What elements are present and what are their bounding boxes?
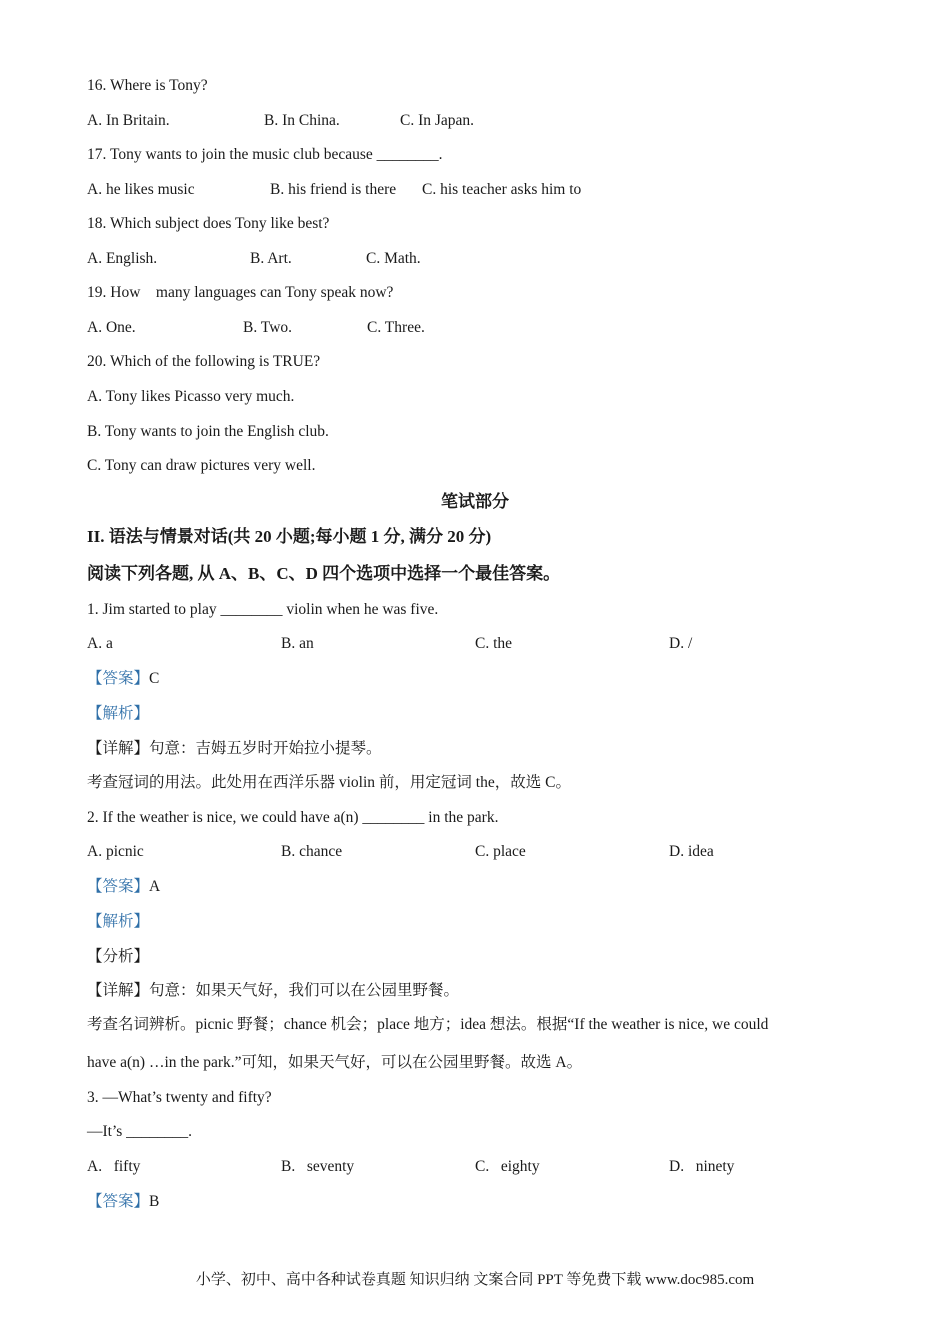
q17-option-b: B. his friend is there: [270, 181, 397, 198]
q18-option-c: C. Math.: [366, 250, 421, 267]
q2-explanation-line1: 考查名词辨析。picnic 野餐；chance 机会；place 地方；idea 想法。根据“If the weather is nice, we could: [87, 1016, 769, 1033]
q3-option-d: D. ninety: [669, 1158, 735, 1175]
section-instruction: 阅读下列各题, 从 A、B、C、D 四个选项中选择一个最佳答案。: [87, 564, 561, 583]
q2-option-d: D. idea: [669, 843, 714, 860]
section-heading: II. 语法与情景对话(共 20 小题;每小题 1 分, 满分 20 分): [87, 527, 492, 546]
q2-option-a: A. picnic: [87, 843, 144, 860]
q19-option-a: A. One.: [87, 319, 136, 336]
answer-label: 【答案】: [87, 670, 150, 687]
q3-option-a: A. fifty: [87, 1158, 141, 1175]
analysis-label: 【解析】: [87, 913, 150, 930]
q2-option-c: C. place: [475, 843, 526, 860]
q17-option-c: C. his teacher asks him to: [422, 181, 582, 198]
page-footer: 小学、初中、高中各种试卷真题 知识归纳 文案合同 PPT 等免费下载 www.doc985.com: [195, 1272, 755, 1288]
q3-option-b: B. seventy: [281, 1158, 355, 1175]
q1-explanation: 考查冠词的用法。此处用在西洋乐器 violin 前，用定冠词 the，故选 C。: [87, 774, 571, 791]
question-19-stem: 19. How many languages can Tony speak now?: [87, 284, 394, 301]
question-2-stem: 2. If the weather is nice, we could have a(n) ________ in the park.: [87, 809, 499, 826]
answer-value: B: [149, 1193, 160, 1210]
q1-option-b: B. an: [281, 635, 314, 652]
answer-value: A: [149, 878, 161, 895]
analysis-label: 【解析】: [87, 705, 150, 722]
detail-text: 句意：如果天气好，我们可以在公园里野餐。: [149, 982, 460, 999]
question-20-stem: 20. Which of the following is TRUE?: [87, 353, 321, 370]
q1-option-d: D. /: [669, 635, 693, 652]
q1-detail: [87, 739, 382, 759]
answer-value: C: [149, 670, 160, 687]
detail-label: 【详解】: [87, 740, 150, 757]
q2-answer: [87, 877, 160, 897]
q3-answer: [87, 1192, 159, 1212]
q17-option-a: A. he likes music: [87, 181, 195, 198]
q2-detail: [87, 981, 459, 1001]
question-1-stem: 1. Jim started to play ________ violin when he was five.: [87, 601, 439, 618]
question-16-stem: 16. Where is Tony?: [87, 77, 208, 94]
q20-option-c: C. Tony can draw pictures very well.: [87, 457, 316, 474]
question-18-stem: 18. Which subject does Tony like best?: [87, 215, 330, 232]
q19-option-b: B. Two.: [243, 319, 293, 336]
q2-option-b: B. chance: [281, 843, 343, 860]
q1-option-c: C. the: [475, 635, 513, 652]
q16-option-b: B. In China.: [264, 112, 340, 129]
question-17-stem: 17. Tony wants to join the music club because ________.: [87, 146, 443, 163]
q2-fenxi: [87, 947, 149, 967]
detail-text: 句意：吉姆五岁时开始拉小提琴。: [149, 740, 382, 757]
fenxi-label: 【分析】: [87, 948, 150, 965]
q16-option-c: C. In Japan.: [400, 112, 475, 129]
q1-option-a: A. a: [87, 635, 113, 652]
q1-analysis: [87, 704, 149, 724]
answer-label: 【答案】: [87, 1193, 150, 1210]
q20-option-a: A. Tony likes Picasso very much.: [87, 388, 295, 405]
written-part-title: 笔试部分: [441, 492, 509, 511]
q2-explanation-line2: have a(n) …in the park.”可知，如果天气好，可以在公园里野餐。故选 A。: [87, 1054, 583, 1071]
answer-label: 【答案】: [87, 878, 150, 895]
q20-option-b: B. Tony wants to join the English club.: [87, 423, 329, 440]
q19-option-c: C. Three.: [367, 319, 425, 336]
detail-label: 【详解】: [87, 982, 150, 999]
q18-option-b: B. Art.: [250, 250, 292, 267]
q2-analysis: [87, 912, 149, 932]
q16-option-a: A. In Britain.: [87, 112, 170, 129]
q3-option-c: C. eighty: [475, 1158, 540, 1175]
question-3-stem-line2: —It’s ________.: [87, 1123, 193, 1140]
q18-option-a: A. English.: [87, 250, 158, 267]
question-3-stem-line1: 3. —What’s twenty and fifty?: [87, 1089, 272, 1106]
q1-answer: [87, 669, 159, 689]
